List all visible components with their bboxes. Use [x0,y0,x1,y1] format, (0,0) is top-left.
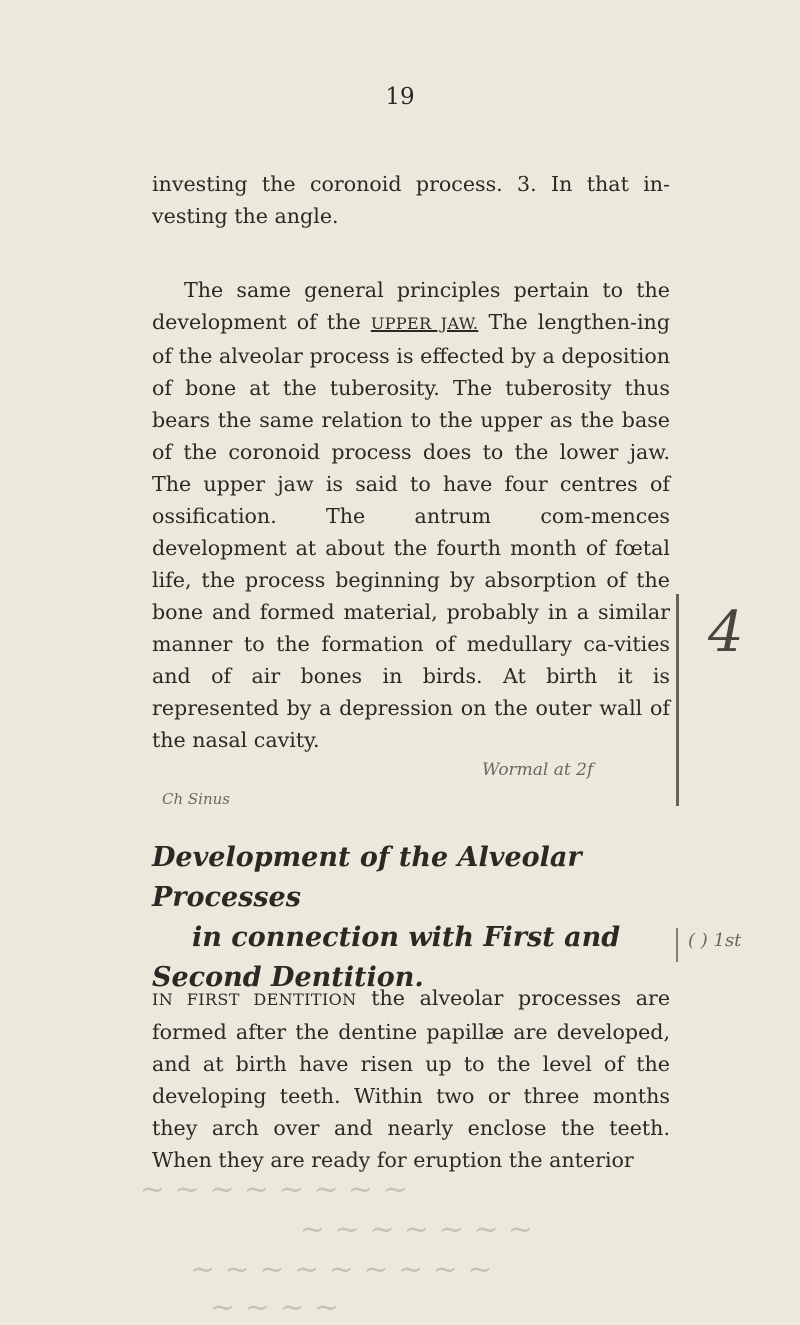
margin-number-annotation: 4 [708,600,744,665]
upper-jaw-term: UPPER JAW. [370,314,479,333]
paragraph-3-text: the alveolar processes are formed after the dentine papillæ are developed, and at birth have risen up to the level of the developing teeth. Within two or three months they arch over and nearly enclose the teeth. When they are ready for eruption the anterior [152,986,671,1172]
section-heading-line-2: in connection with First and [192,922,621,953]
paragraph-2 [152,274,670,756]
faint-handwriting-line-3: ~ ~ ~ ~ ~ ~ ~ ~ ~ [190,1252,493,1287]
first-dentition-term: IN FIRST DENTITION [152,990,357,1009]
margin-bracket-line [676,594,679,806]
paragraph-1 [152,168,670,232]
faint-handwriting-line-2: ~ ~ ~ ~ ~ ~ ~ [300,1212,534,1247]
paragraph-3 [152,982,670,1176]
section-heading-line-3: Second Dentition. [152,962,424,993]
handwritten-note-2: Ch Sinus [162,790,230,808]
paragraph-1-text: investing the coronoid process. 3. In that in-vesting the angle. [152,172,670,228]
section-heading-line-1: Development of the Alveolar Processes [152,842,582,913]
page-number: 19 [385,84,415,110]
faint-handwriting-line-4: ~ ~ ~ ~ [210,1290,340,1325]
handwritten-note-1: Wormal at 2f [482,760,594,780]
paragraph-2-text-before: The same general principles pertain to the development of the [152,278,670,334]
section-heading [152,838,670,998]
faint-handwriting-line-1: ~ ~ ~ ~ ~ ~ ~ ~ [140,1172,408,1207]
paragraph-2-text-after: The lengthen-ing of the alveolar process is effected by a deposition of bone at the tuberosity. The tuberosity thus bears the same relation to the upper as the base of the coronoid process does to the lower jaw. The upper jaw is said to have four centres of ossification. The antrum com-mences development at about the fourth month of fœtal life, the process beginning by absorption of the bone and formed material, probably in a similar manner to the formation of medullary ca-vities and of air bones in birds. At birth it is represented by a depression on the outer wall of the nasal cavity. [152,310,670,752]
margin-note-2: ( ) 1st [688,930,742,951]
margin-bracket-line-2 [676,928,678,962]
